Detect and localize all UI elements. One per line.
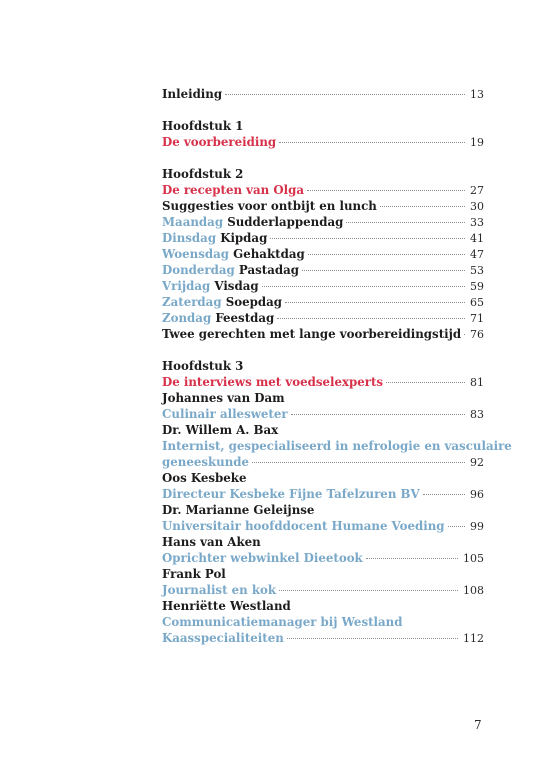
toc-page-number: 92 <box>470 456 484 469</box>
toc-title: Directeur Kesbeke Fijne Tafelzuren BV <box>162 487 420 501</box>
weekday-prefix: Woensdag <box>162 247 230 261</box>
toc-title: Maandag Sudderlappendag <box>162 215 344 229</box>
leader-dots <box>464 334 465 335</box>
toc-entry-interview[interactable] <box>162 486 484 503</box>
toc-page-number: 99 <box>470 520 484 533</box>
leader-dots <box>308 254 465 255</box>
leader-dots <box>262 286 465 287</box>
leader-dots <box>380 206 465 207</box>
toc-page-number: 13 <box>470 88 484 101</box>
toc-page-number: 71 <box>470 312 484 325</box>
toc-entry[interactable] <box>162 230 484 247</box>
interviewee-name: Frank Pol <box>162 567 226 581</box>
leader-dots <box>287 638 458 639</box>
leader-dots <box>270 238 465 239</box>
toc-entry[interactable] <box>162 198 484 215</box>
toc-title: Zaterdag Soepdag <box>162 295 282 309</box>
toc-title: De interviews met voedselexperts <box>162 375 384 389</box>
leader-dots <box>291 414 465 415</box>
toc-entry[interactable] <box>162 326 484 343</box>
toc-title: Zondag Feestdag <box>162 311 275 325</box>
toc-title: Oprichter webwinkel Dieetook <box>162 551 363 565</box>
toc-title: De recepten van Olga <box>162 183 304 197</box>
weekday-prefix: Vrijdag <box>162 279 211 293</box>
toc-page-number: 65 <box>470 296 484 309</box>
chapter-2-label: Hoofdstuk 2 <box>162 167 244 181</box>
weekday-prefix: Donderdag <box>162 263 235 277</box>
toc-entry-interview[interactable] <box>162 582 484 599</box>
leader-dots <box>386 382 465 383</box>
toc-title: De voorbereiding <box>162 135 277 149</box>
toc-page-number: 105 <box>463 552 484 565</box>
interviewee-name: Johannes van Dam <box>162 391 285 405</box>
toc-title: Vrijdag Visdag <box>162 279 259 293</box>
page-number: 7 <box>474 718 482 732</box>
toc-entry-interview[interactable] <box>162 550 484 567</box>
leader-dots <box>346 222 465 223</box>
chapter-3-label: Hoofdstuk 3 <box>162 359 244 373</box>
toc-entry-interview[interactable] <box>162 406 484 423</box>
leader-dots <box>302 270 465 271</box>
toc-title: Inleiding <box>162 87 223 101</box>
toc-page-number: 76 <box>470 328 484 341</box>
toc-page-number: 112 <box>463 632 484 645</box>
interviewee-role-line: Communicatiemanager bij Westland <box>162 615 403 629</box>
toc-title: Culinair allesweter <box>162 407 288 421</box>
toc-page-number: 53 <box>470 264 484 277</box>
weekday-prefix: Zondag <box>162 311 212 325</box>
interviewee-name: Hans van Aken <box>162 535 261 549</box>
leader-dots <box>366 558 458 559</box>
leader-dots <box>277 318 465 319</box>
interviewee-name: Dr. Willem A. Bax <box>162 423 279 437</box>
toc-page-number: 59 <box>470 280 484 293</box>
toc-entry[interactable] <box>162 262 484 279</box>
interviewee-name: Dr. Marianne Geleijnse <box>162 503 315 517</box>
toc-title: Kaasspecialiteiten <box>162 631 284 645</box>
toc-page-number: 33 <box>470 216 484 229</box>
toc-title: Dinsdag Kipdag <box>162 231 268 245</box>
weekday-prefix: Dinsdag <box>162 231 217 245</box>
toc-title: geneeskunde <box>162 455 250 469</box>
toc-entry[interactable] <box>162 310 484 327</box>
toc-page-number: 27 <box>470 184 484 197</box>
toc-entry[interactable] <box>162 278 484 295</box>
leader-dots <box>225 94 465 95</box>
toc-entry-interview[interactable] <box>162 630 484 647</box>
toc-entry-chapter-2[interactable] <box>162 182 484 199</box>
leader-dots <box>307 190 465 191</box>
toc-entry[interactable] <box>162 214 484 231</box>
toc-title: Universitair hoofddocent Humane Voeding <box>162 519 445 533</box>
toc-title: Suggesties voor ontbijt en lunch <box>162 199 377 213</box>
toc-page-number: 83 <box>470 408 484 421</box>
toc-title: Journalist en kok <box>162 583 277 597</box>
interviewee-role-line: Internist, gespecialiseerd in nefrologie en vasculaire <box>162 439 512 453</box>
toc-page-number: 108 <box>463 584 484 597</box>
toc-title: Twee gerechten met lange voorbereidingstijd <box>162 327 462 341</box>
toc-entry[interactable] <box>162 294 484 311</box>
toc-page-number: 41 <box>470 232 484 245</box>
weekday-prefix: Maandag <box>162 215 224 229</box>
toc-title: Donderdag Pastadag <box>162 263 299 277</box>
toc-entry-chapter-1[interactable] <box>162 134 484 151</box>
interviewee-name: Oos Kesbeke <box>162 471 247 485</box>
interviewee-name: Henriëtte Westland <box>162 599 291 613</box>
weekday-prefix: Zaterdag <box>162 295 222 309</box>
toc-page-number: 96 <box>470 488 484 501</box>
toc-page-number: 81 <box>470 376 484 389</box>
toc-page-number: 30 <box>470 200 484 213</box>
leader-dots <box>285 302 465 303</box>
leader-dots <box>423 494 465 495</box>
leader-dots <box>279 142 465 143</box>
leader-dots <box>252 462 465 463</box>
toc-entry-interview[interactable] <box>162 518 484 535</box>
toc-page-number: 19 <box>470 136 484 149</box>
toc-page-number: 47 <box>470 248 484 261</box>
toc-entry[interactable] <box>162 246 484 263</box>
toc-entry-intro[interactable] <box>162 86 484 103</box>
leader-dots <box>279 590 458 591</box>
toc-entry-chapter-3[interactable] <box>162 374 484 391</box>
toc-entry-interview[interactable] <box>162 454 484 471</box>
leader-dots <box>448 526 465 527</box>
toc-title: Woensdag Gehaktdag <box>162 247 305 261</box>
chapter-1-label: Hoofdstuk 1 <box>162 119 244 133</box>
